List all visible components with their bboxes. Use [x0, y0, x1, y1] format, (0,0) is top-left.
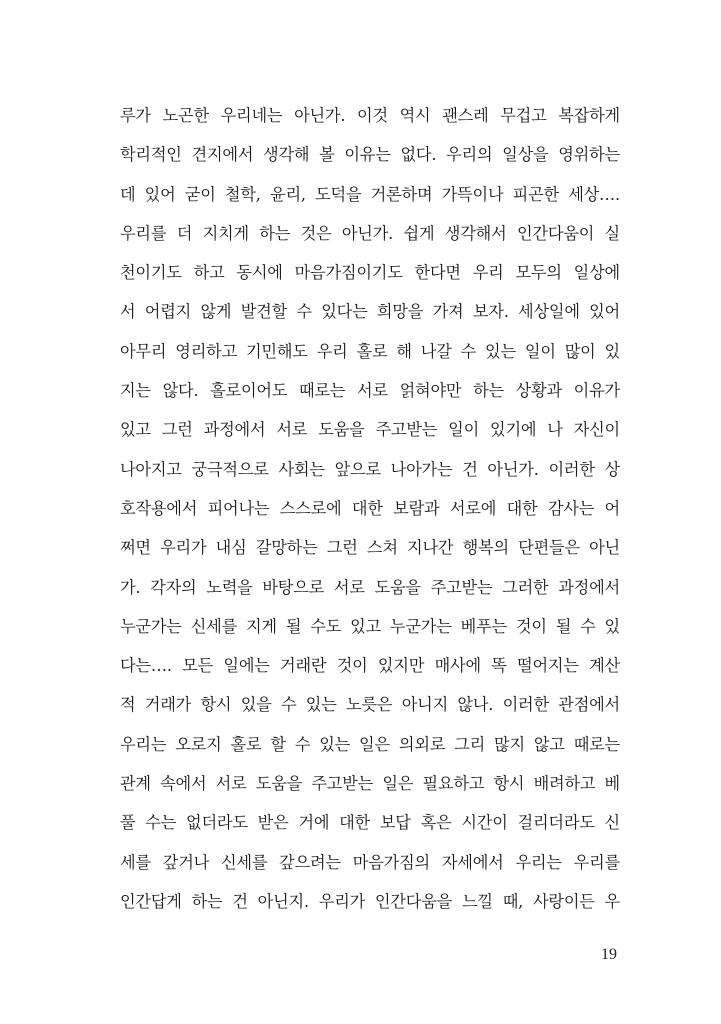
text-line: 누군가는 신세를 지게 될 수도 있고 누군가는 베푸는 것이 될 수 있	[120, 616, 620, 636]
text-line: 학리적인 견지에서 생각해 볼 이유는 없다. 우리의 일상을 영위하는	[120, 145, 620, 165]
text-line: 호작용에서 피어나는 스스로에 대한 보람과 서로에 대한 감사는 어	[120, 498, 620, 518]
text-line: 있고 그런 과정에서 서로 도움을 주고받는 일이 있기에 나 자신이	[120, 420, 620, 440]
text-line: 다는…. 모든 일에는 거래란 것이 있지만 매사에 똑 떨어지는 계산	[120, 656, 620, 676]
text-line: 나아지고 궁극적으로 사회는 앞으로 나아가는 건 아닌가. 이러한 상	[120, 459, 620, 479]
text-line: 서 어렵지 않게 발견할 수 있다는 희망을 가져 보자. 세상일에 있어	[120, 302, 620, 322]
text-line: 데 있어 굳이 철학, 윤리, 도덕을 거론하며 가뜩이나 피곤한 세상….	[120, 184, 620, 204]
text-line: 루가 노곤한 우리네는 아닌가. 이것 역시 괜스레 무겁고 복잡하게	[120, 106, 620, 125]
text-line: 관계 속에서 서로 도움을 주고받는 일은 필요하고 항시 배려하고 베	[120, 774, 620, 794]
text-line: 세를 갚거나 신세를 갚으려는 마음가짐의 자세에서 우리는 우리를	[120, 852, 620, 872]
text-line: 우리는 오로지 홀로 할 수 있는 일은 의외로 그리 많지 않고 때로는	[120, 734, 620, 754]
page-number: 19	[601, 946, 617, 963]
text-line: 가. 각자의 노력을 바탕으로 서로 도움을 주고받는 그러한 과정에서	[120, 577, 620, 597]
text-line: 우리를 더 지치게 하는 것은 아닌가. 쉽게 생각해서 인간다움이 실	[120, 223, 620, 243]
text-line: 천이기도 하고 동시에 마음가짐이기도 한다면 우리 모두의 일상에	[120, 263, 620, 283]
text-line: 아무리 영리하고 기민해도 우리 홀로 해 나갈 수 있는 일이 많이 있	[120, 341, 620, 361]
text-line: 풀 수는 없더라도 받은 거에 대한 보답 혹은 시간이 걸리더라도 신	[120, 813, 620, 833]
body-text	[120, 96, 620, 921]
text-line: 쩌면 우리가 내심 갈망하는 그런 스쳐 지나간 행복의 단편들은 아닌	[120, 538, 620, 558]
text-line: 적 거래가 항시 있을 수 있는 노릇은 아니지 않나. 이러한 관점에서	[120, 695, 620, 715]
text-line: 인간답게 하는 건 아닌지. 우리가 인간다움을 느낄 때, 사랑이든 우	[120, 891, 620, 911]
text-line: 지는 않다. 홀로이어도 때로는 서로 얽혀야만 하는 상황과 이유가	[120, 381, 620, 401]
